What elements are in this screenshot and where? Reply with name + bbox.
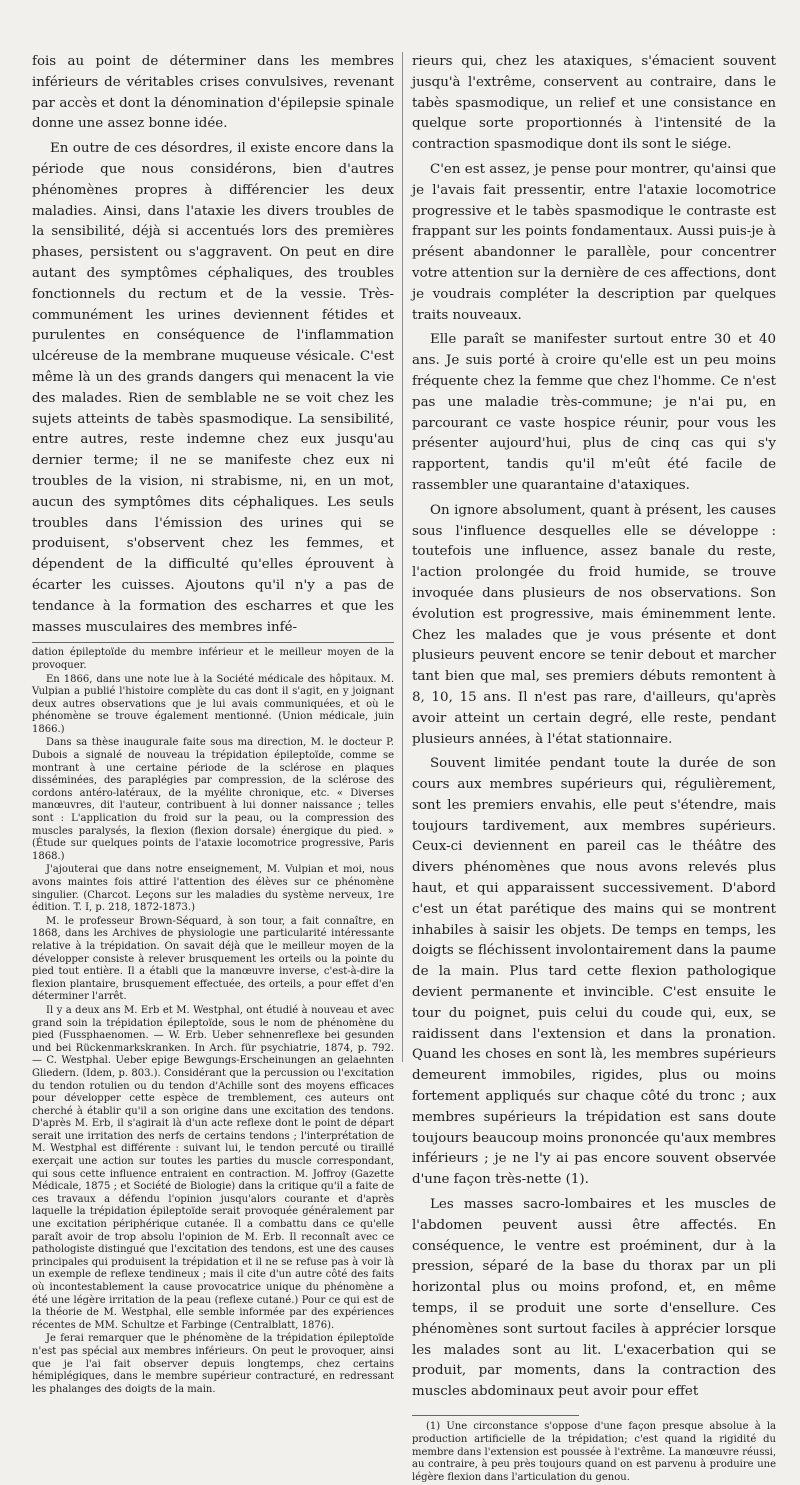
left-body-text — [32, 52, 394, 638]
footnote-paragraph: dation épileptoïde du membre inférieur et le meilleur moyen de la provoquer. — [32, 647, 394, 671]
right-body-text — [412, 52, 776, 1403]
paragraph: En outre de ces désordres, il existe encore dans la période que nous considérons, bien d'autres phénomènes propres à différencier les deux maladies. Ainsi, dans l'ataxie les divers troubles de la sensibilité, déjà si accentués lors des premières phases, persistent ou s'aggravent. On peut en dire autant des symptômes céphaliques, des troubles fonctionnels du rectum et de la vessie. Très-communément les urines deviennent fétides et purulentes en conséquence de l'inflammation ulcéreuse de la membrane muqueuse vésicale. C'est même là un des grands dangers qui menacent la vie des malades. Rien de semblable ne se voit chez les sujets atteints de tabès spasmodique. La sensibilité, entre autres, reste indemne chez eux jusqu'au dernier terme; il ne se manifeste chez eux ni troubles de la vision, ni strabisme, ni, en un mot, aucun des symptômes dits céphaliques. Les seuls troubles dans l'émission des urines qui se produisent, s'observent chez les femmes, et dépendent de la difficulté qu'elles éprouvent à écarter les cuisses. Ajoutons qu'il n'y a pas de tendance à la formation des escharres et que les masses musculaires des membres infé- — [32, 141, 394, 635]
footnote-paragraph: Il y a deux ans M. Erb et M. Westphal, ont étudié à nouveau et avec grand soin la trépidation épileptoïde, sous le nom de phénomène du pied (Fussphaenomen. — W. Erb. Ueber sehnenreflexe bei gesunden und bei Rückenmarkskranken. In Arch. für psychiatrie, 1874, p. 792. — C. Westphal. Ueber epige Bewgungs-Erscheinungen an gelaehnten Gliedern. (Idem, p. 803.). Considérant que la percussion ou l'excitation du tendon rotulien ou du tendon d'Achille sont des moyens efficaces pour développer cette espèce de tremblement, ces auteurs ont cherché à établir qu'il a son origine dans une excitation des tendons. D'après M. Erb, il s'agirait là d'un acte reflexe dont le point de départ serait une irritation des nerfs de certains tendons ; l'interprétation de M. Westphal est différente : suivant lui, le tendon percuté ou tiraillé exerçait une action sur toutes les parties du muscle correspondant, qui sous cette influence entraient en contraction. M. Joffroy (Gazette Médicale, 1875 ; et Société de Biologie) dans la critique qu'il a faite de ces travaux a défendu l'opinion jusqu'alors courante et d'après laquelle la trépidation épileptoïde serait provoquée généralement par une excitation périphérique cutanée. Il a combattu dans ce qu'elle paraît avoir de trop absolu l'opinion de M. Erb. Il reconnaît avec ce pathologiste distingué que l'excitation des tendons, est une des causes principales qui produisent la trépidation et il ne se refuse pas à voir là un exemple de reflexe tendineux ; mais il cite d'un autre côté des faits où incontestablement la cause provocatrice unique du phénomène a été une légère irritation de la peau (reflexe cutané.) Pour ce qui est de la théorie de M. Westphal, elle semble informée par des expériences récentes de MM. Schultze et Farbinge (Centralblatt, 1876). — [32, 1004, 394, 1331]
paragraph: Elle paraît se manifester surtout entre 30 et 40 ans. Je suis porté à croire qu'elle est un peu moins fréquente chez la femme que chez l'homme. Ce n'est pas une maladie très-commune; je n'ai pu, en parcourant ce vaste hospice réunir, pour vous les présenter aujourd'hui, plus de cinq cas qui s'y rapportent, tandis qu'il m'eût été facile de rassembler une quarantaine d'ataxiques. — [412, 332, 776, 493]
footnote-paragraph: Dans sa thèse inaugurale faite sous ma direction, M. le docteur P. Dubois a signalé de nouveau la trépidation épileptoïde, comme se montrant à une certaine période de la sclérose en plaques disséminées, des paraplégies par compression, de la sclérose des cordons antéro-latéraux, de la myélite chronique, etc. « Diverses manœuvres, dit l'auteur, contribuent à lui donner naissance ; telles sont : L'application du froid sur la peau, ou la compression des muscles paralysés, la flexion (flexion dorsale) énergique du pied. » (Étude sur quelques points de l'ataxie locomotrice progressive, Paris 1868.) — [32, 737, 394, 862]
right-footnotes — [412, 1421, 776, 1485]
footnote-separator — [412, 1415, 579, 1416]
footnote-paragraph: J'ajouterai que dans notre enseignement, M. Vulpian et moi, nous avons maintes fois attiré l'attention des élèves sur ce phénomène singulier. (Charcot. Leçons sur les maladies du système nerveux, 1re édition. T. I, p. 218, 1872-1873.) — [32, 864, 394, 914]
paragraph: fois au point de déterminer dans les membres inférieurs de véritables crises convulsives, revenant par accès et dont la dénomination d'épilepsie spinale donne une assez bonne idée. — [32, 54, 394, 132]
footnote-paragraph: M. le professeur Brown-Séquard, à son tour, a fait connaître, en 1868, dans les Archives de physiologie une particularité intéressante relative à la trépidation. On savait déjà que le meilleur moyen de la développer consiste à relever brusquement les orteils ou la pointe du pied tout entière. Il a établi que la manœuvre inverse, c'est-à-dire la flexion plantaire, brusquement effectuée, des orteils, a pour effet d'en déterminer l'arrêt. — [32, 915, 394, 1003]
footnote-paragraph: Je ferai remarquer que le phénomène de la trépidation épileptoïde n'est pas spécial aux membres inférieurs. On peut le provoquer, ainsi que je l'ai fait observer depuis longtemps, chez certains hémiplégiques, dans le membre supérieur contracturé, en redressant les phalanges des doigts de la main. — [32, 1333, 394, 1395]
paragraph: On ignore absolument, quant à présent, les causes sous l'influence desquelles elle se développe : toutefois une influence, assez banale du reste, l'action prolongée du froid humide, se trouve invoquée dans plusieurs de nos observations. Son évolution est progressive, mais éminemment lente. Chez les malades que je vous présente et dont plusieurs peuvent encore se tenir debout et marcher tant bien que mal, ses premiers débuts remontent à 8, 10, 15 ans. Il n'est pas rare, d'ailleurs, qu'après avoir atteint un certain degré, elle reste, pendant plusieurs années, à l'état stationnaire. — [412, 502, 776, 747]
paragraph: C'en est assez, je pense pour montrer, qu'ainsi que je l'avais fait pressentir, entre l'ataxie locomotrice progressive et le tabès spasmodique le contraste est frappant sur les points fondamentaux. Aussi puis-je à présent abandonner le parallèle, pour concentrer votre attention sur la dernière de ces affections, dont je voudrais compléter la description par quelques traits nouveaux. — [412, 161, 776, 323]
paragraph: Souvent limitée pendant toute la durée de son cours aux membres supérieurs qui, régulièrement, sont les premiers envahis, elle peut s'étendre, mais toujours tardivement, aux membres supérieurs. Ceux-ci deviennent en pareil cas le théâtre des divers phénomènes que nous avons relevés plus haut, et qui apparaissent successivement. D'abord c'est un état parétique des mains qui se montrent inhabiles à saisir les objets. De temps en temps, les doigts se fléchissent involontairement dans la paume de la main. Plus tard cette flexion pathologique devient permanente et invincible. C'est ensuite le tour du poignet, puis celui du coude qui, eux, se raidissent dans l'extension et dans la pronation. Quand les choses en sont là, les membres supérieurs demeurent immobiles, rigides, plus ou moins fortement appliqués sur chaque côté du tronc ; aux membres supérieurs la trépidation est sans doute toujours beaucoup moins prononcée qu'aux membres inférieurs ; je ne l'y ai pas encore souvent observée d'une façon très-nette (1). — [412, 756, 776, 1188]
paragraph: rieurs qui, chez les ataxiques, s'émacient souvent jusqu'à l'extrême, conservent au contraire, dans le tabès spasmodique, un relief et une consistance en quelque sorte proportionnés à l'intensité de la contraction spasmodique dont ils sont le siége. — [412, 54, 776, 153]
footnote-paragraph: En 1866, dans une note lue à la Société médicale des hôpitaux. M. Vulpian a publié l'histoire complète du cas dont il s'agit, en y joignant deux autres observations que je lui avais communiquées, et où le phénomène se trouve également mentionné. (Union médicale, juin 1866.) — [32, 673, 394, 735]
column-divider — [402, 52, 403, 1062]
right-column — [412, 52, 776, 1485]
left-column — [32, 52, 394, 1397]
footnote-paragraph: (1) Une circonstance s'oppose d'une façon presque absolue à la production artificielle de la trépidation; c'est quand la rigidité du membre dans l'extension est poussée à l'extrême. La manœuvre réussi, au contraire, à peu près toujours quand on est parvenu à produire une légère flexion dans l'articulation du genou. — [412, 1421, 776, 1484]
paragraph: Les masses sacro-lombaires et les muscles de l'abdomen peuvent aussi être affectés. En conséquence, le ventre est proéminent, dur à la pression, séparé de la base du thorax par un pli horizontal plus ou moins profond, et, en même temps, il se produit une sorte d'ensellure. Ces phénomènes sont surtout faciles à apprécier lorsque les malades sont au lit. L'exacerbation qui se produit, par moments, dans la contraction des muscles abdominaux peut avoir pour effet — [412, 1197, 776, 1400]
left-footnotes — [32, 647, 394, 1396]
footnote-separator — [32, 642, 394, 643]
